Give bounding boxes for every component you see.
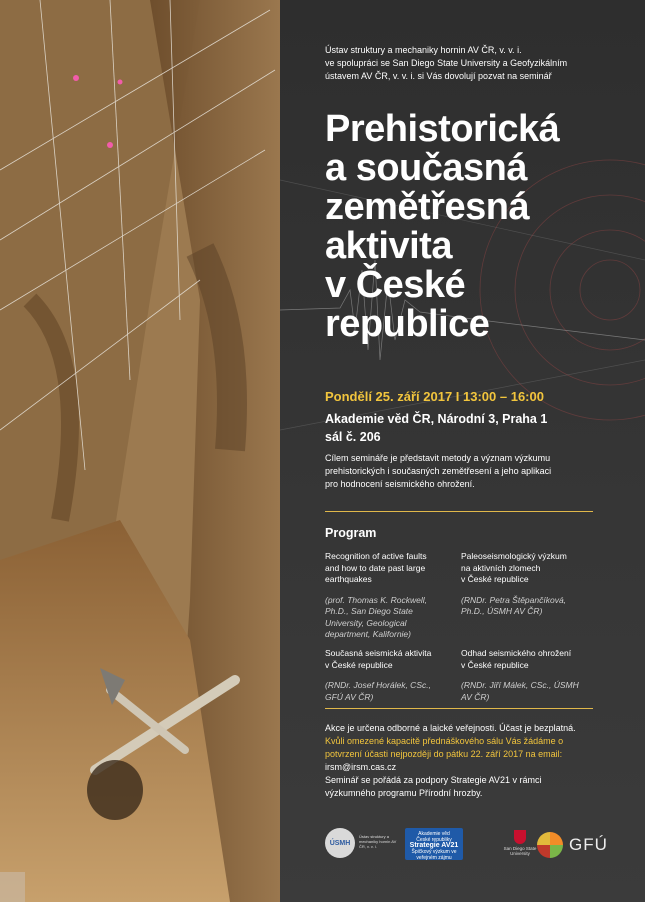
av21-title: Strategie AV21 [409, 842, 459, 849]
speaker-line: (RNDr. Petra Štěpančíková, [461, 594, 567, 605]
av21-line: České republiky [416, 837, 452, 843]
notes-registration: potvrzení účasti nejpozději do pátku 22. září 2017 na email: [325, 749, 563, 759]
av21-line: Špičkový výzkum ve veřejném zájmu [411, 849, 457, 861]
gfu-logo-text: GFÚ [569, 835, 608, 854]
talk-title: Paleoseismologický výzkum [461, 551, 567, 561]
speaker-line: department, Kalifornie) [325, 629, 411, 639]
notes-line: výzkumného programu Přírodní hrozby. [325, 788, 483, 798]
title-line: republice [325, 303, 490, 345]
program-heading: Program [325, 526, 377, 540]
intro-line: ústavem AV ČR, v. v. i. si Vás dovolují pozvat na seminář [325, 71, 552, 81]
talk-speaker [325, 595, 455, 641]
sdsu-line: San Diego State [503, 846, 537, 851]
talk-title: earthquakes [325, 574, 372, 584]
sdsu-line: University [510, 851, 530, 856]
talk-title: Odhad seismického ohrožení [461, 648, 572, 658]
notes-registration: Kvůli omezené kapacitě přednáškového sálu Vás žádáme o [325, 736, 564, 746]
speaker-line: University, Geological [325, 617, 407, 628]
talk-horalek [325, 648, 455, 703]
venue-room: sál č. 206 [325, 430, 381, 444]
talk-speaker [461, 595, 591, 618]
notes-line: Akce je určena odborné a laické veřejnosti. Účast je bezplatná. [325, 723, 576, 733]
talk-malek [461, 648, 591, 703]
talk-rockwell [325, 551, 455, 641]
notes-line: Seminář se pořádá za podpory Strategie AV21 v rámci [325, 775, 542, 785]
talk-title: Současná seismická aktivita [325, 648, 432, 658]
seminar-date: Pondělí 25. září 2017 I 13:00 – 16:00 [325, 389, 544, 404]
partner-logos [325, 828, 625, 868]
title-line: aktivita [325, 225, 452, 267]
talk-stepancikova [461, 551, 591, 618]
usmh-logo: ÚSMH [325, 828, 355, 858]
talk-speaker [461, 680, 591, 703]
description-line: prehistorických i současných zemětřesení a jeho aplikaci [325, 466, 552, 476]
intro-line: Ústav struktury a mechaniky hornin AV ČR, v. v. i. [325, 45, 522, 55]
divider [325, 708, 593, 709]
title-line: zemětřesná [325, 186, 530, 228]
gfu-mark-icon [537, 832, 563, 858]
notes [325, 722, 605, 800]
talk-title: and how to date past large [325, 562, 426, 573]
gfu-logo [537, 832, 607, 862]
talk-speaker [325, 680, 455, 703]
intro-line: ve spolupráci se San Diego State University a Geofyzikálním [325, 58, 568, 68]
venue-line: Akademie věd ČR, Národní 3, Praha 1 [325, 412, 548, 426]
speaker-line: Ph.D., ÚSMH AV ČR) [461, 606, 543, 616]
title-line: a současná [325, 147, 527, 189]
divider [325, 511, 593, 512]
talk-title: v České republice [325, 659, 393, 670]
speaker-line: GFÚ AV ČR) [325, 691, 374, 702]
speaker-line: (RNDr. Jiří Málek, CSc., ÚSMH [461, 680, 579, 690]
description-line: Cílem semináře je představit metody a význam výzkumu [325, 453, 551, 463]
seminar-description [325, 452, 605, 491]
talk-title: v České republice [461, 659, 529, 670]
speaker-line: (RNDr. Josef Horálek, CSc., [325, 680, 431, 690]
title-line: Prehistorická [325, 108, 560, 150]
usmh-logo-text: Ústav struktury a mechaniky hornin AV ČR, v. v. i. [359, 834, 397, 849]
sdsu-shield-icon [514, 830, 526, 844]
av21-line: Akademie věd [418, 831, 450, 837]
description-line: pro hodnocení seismického ohrožení. [325, 479, 475, 489]
contact-email[interactable]: irsm@irsm.cas.cz [325, 762, 397, 772]
speaker-line: (prof. Thomas K. Rockwell, [325, 594, 428, 605]
strategie-av21-logo [405, 828, 463, 860]
talk-title: Recognition of active faults [325, 551, 427, 561]
talk-title: v České republice [461, 574, 529, 584]
title-line: v České [325, 264, 466, 306]
talk-title: na aktivních zlomech [461, 562, 541, 573]
speaker-line: Ph.D., San Diego State [325, 606, 413, 616]
intro-text [325, 44, 615, 83]
seminar-venue [325, 410, 547, 446]
excavation-trench-photo [0, 0, 280, 902]
speaker-line: AV ČR) [461, 691, 490, 702]
seminar-title [325, 110, 625, 344]
